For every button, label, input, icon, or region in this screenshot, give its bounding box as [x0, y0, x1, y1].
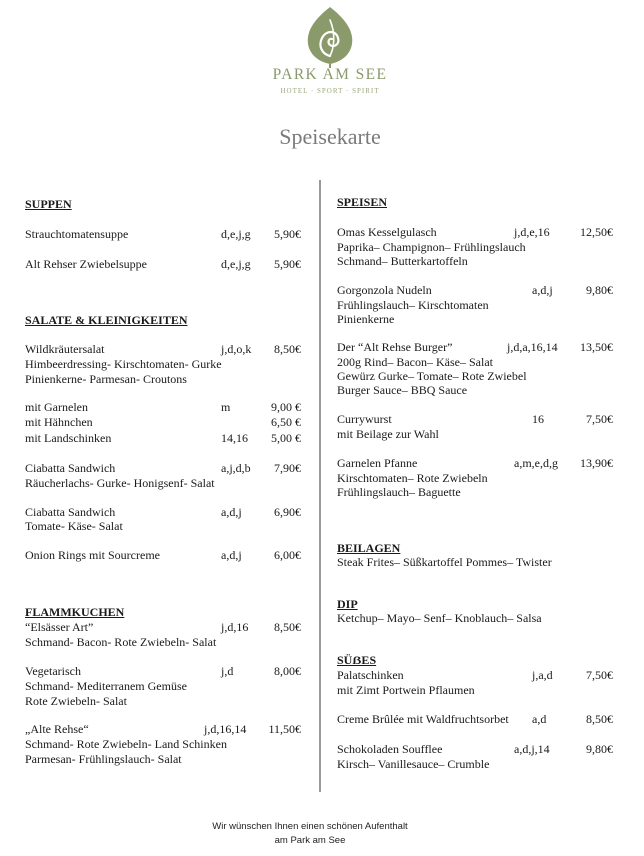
menu-item-price: 8,50€ [586, 712, 613, 726]
menu-item-description: mit Beilage zur Wahl [337, 427, 439, 441]
menu-item-name: Creme Brûlée mit Waldfruchtsorbet [337, 712, 509, 726]
allergen-codes: a,d [532, 712, 547, 726]
menu-item-price: 7,50€ [586, 412, 613, 426]
menu-item-name: Omas Kesselgulasch [337, 225, 437, 239]
allergen-codes: 16 [532, 412, 544, 426]
footer-line: am Park am See [274, 835, 346, 846]
menu-item-description: Pinienkerne- Parmesan- Croutons [25, 372, 187, 386]
menu-item-description: Parmesan- Frühlingslauch- Salat [25, 752, 182, 766]
menu-item-name: Palatschinken [337, 668, 404, 682]
menu-item-description: Ketchup– Mayo– Senf– Knoblauch– Salsa [337, 611, 542, 625]
section-title-flammkuchen: FLAMMKUCHEN [25, 605, 125, 619]
menu-item-description: Burger Sauce– BBQ Sauce [337, 383, 468, 397]
menu-item-name: Onion Rings mit Sourcreme [25, 548, 160, 562]
footer [160, 820, 460, 848]
menu-item-price: 5,90€ [274, 227, 301, 241]
menu-item-name: Currywurst [337, 412, 392, 426]
menu-item-price: 7,90€ [274, 461, 301, 475]
allergen-codes: d,e,j,g [221, 227, 251, 241]
menu-item-description: Steak Frites– Süßkartoffel Pommes– Twister [337, 555, 552, 569]
menu-item-description: Schmand- Rote Zwiebeln- Land Schinken [25, 737, 227, 751]
menu-item-name: Strauchtomatensuppe [25, 227, 129, 241]
allergen-codes: j,a,d [532, 668, 553, 682]
menu-item-price: 5,00 € [271, 431, 301, 445]
page-title: Speisekarte [279, 124, 381, 149]
menu-item-description: Himbeerdressing- Kirschtomaten- Gurke [25, 357, 222, 371]
allergen-codes: a,d,j,14 [514, 742, 550, 756]
menu-item-description: Frühlingslauch– Baguette [337, 485, 461, 499]
menu-item-price: 6,90€ [274, 505, 301, 519]
menu-item-price: 9,80€ [586, 742, 613, 756]
menu-item-price: 9,80€ [586, 283, 613, 297]
menu-item-price: 12,50€ [580, 225, 613, 239]
menu-item-description: mit Zimt Portwein Pflaumen [337, 683, 475, 697]
menu-item-name: „Alte Rehse“ [25, 722, 89, 736]
allergen-codes: m [221, 400, 231, 414]
menu-item-description: Gewürz Gurke– Tomate– Rote Zwiebel [337, 369, 527, 383]
allergen-codes: a,d,j [221, 548, 242, 562]
section-title-dip: DIP [337, 597, 358, 611]
menu-item-description: Kirschtomaten– Rote Zwiebeln [337, 471, 488, 485]
allergen-codes: a,d,j [532, 283, 553, 297]
menu-item-price: 8,00€ [274, 664, 301, 678]
section-title-salate: SALATE & KLEINIGKEITEN [25, 313, 188, 327]
menu-item-price: 8,50€ [274, 620, 301, 634]
brand-tagline: HOTEL · SPORT · SPIRIT [280, 87, 380, 95]
menu-item-description: Kirsch– Vanillesauce– Crumble [337, 757, 490, 771]
allergen-codes: 14,16 [221, 431, 248, 445]
column-divider [319, 180, 321, 792]
menu-item-description: 200g Rind– Bacon– Käse– Salat [337, 355, 493, 369]
allergen-codes: j,d,16 [221, 620, 249, 634]
menu-item-price: 13,50€ [580, 340, 613, 354]
allergen-codes: a,d,j [221, 505, 242, 519]
park-am-see-logo [302, 4, 358, 68]
allergen-codes: d,e,j,g [221, 257, 251, 271]
menu-item-price: 6,50 € [271, 415, 301, 429]
menu-item-price: 8,50€ [274, 342, 301, 356]
menu-item-description: Paprika– Champignon– Frühlingslauch [337, 240, 526, 254]
menu-item-name: Schokoladen Soufflee [337, 742, 443, 756]
menu-item-name: Ciabatta Sandwich [25, 461, 116, 475]
allergen-codes: j,d,16,14 [204, 722, 247, 736]
menu-item-name: Wildkräutersalat [25, 342, 105, 356]
menu-item-description: Pinienkerne [337, 312, 395, 326]
menu-item-price: 9,00 € [271, 400, 301, 414]
menu-item-description: Räucherlachs- Gurke- Honigsenf- Salat [25, 476, 215, 490]
brand-name: PARK AM SEE [272, 66, 388, 83]
menu-item-description: Frühlingslauch– Kirschtomaten [337, 298, 489, 312]
allergen-codes: j,d,e,16 [514, 225, 550, 239]
footer-line: Wir wünschen Ihnen einen schönen Aufenthalt [212, 821, 408, 832]
menu-item-name: Der “Alt Rehse Burger” [337, 340, 453, 354]
menu-item-name: Alt Rehser Zwiebelsuppe [25, 257, 147, 271]
menu-item-name: Gorgonzola Nudeln [337, 283, 432, 297]
menu-item-name: mit Garnelen [25, 400, 88, 414]
menu-item-price: 11,50€ [268, 722, 301, 736]
allergen-codes: a,m,e,d,g [514, 456, 558, 470]
menu-item-price: 7,50€ [586, 668, 613, 682]
section-title-speisen: SPEISEN [337, 195, 388, 209]
menu-item-description: Schmand- Bacon- Rote Zwiebeln- Salat [25, 635, 217, 649]
menu-item-description: Rote Zwiebeln- Salat [25, 694, 127, 708]
menu-item-name: Garnelen Pfanne [337, 456, 418, 470]
allergen-codes: a,j,d,b [221, 461, 251, 475]
menu-item-name: Vegetarisch [25, 664, 81, 678]
menu-item-description: Schmand- Mediterranem Gemüse [25, 679, 187, 693]
section-title-suesses: SÜẞES [337, 653, 377, 667]
menu-item-price: 6,00€ [274, 548, 301, 562]
menu-item-name: mit Landschinken [25, 431, 112, 445]
menu-item-name: “Elsässer Art” [25, 620, 94, 634]
allergen-codes: j,d,o,k [221, 342, 252, 356]
allergen-codes: j,d,a,16,14 [507, 340, 558, 354]
menu-item-price: 13,90€ [580, 456, 613, 470]
section-title-suppen: SUPPEN [25, 197, 72, 211]
section-title-beilagen: BEILAGEN [337, 541, 401, 555]
menu-item-name: Ciabatta Sandwich [25, 505, 116, 519]
menu-item-name: mit Hähnchen [25, 415, 93, 429]
menu-item-description: Schmand– Butterkartoffeln [337, 254, 468, 268]
menu-item-price: 5,90€ [274, 257, 301, 271]
allergen-codes: j,d [221, 664, 234, 678]
menu-item-description: Tomate- Käse- Salat [25, 519, 123, 533]
